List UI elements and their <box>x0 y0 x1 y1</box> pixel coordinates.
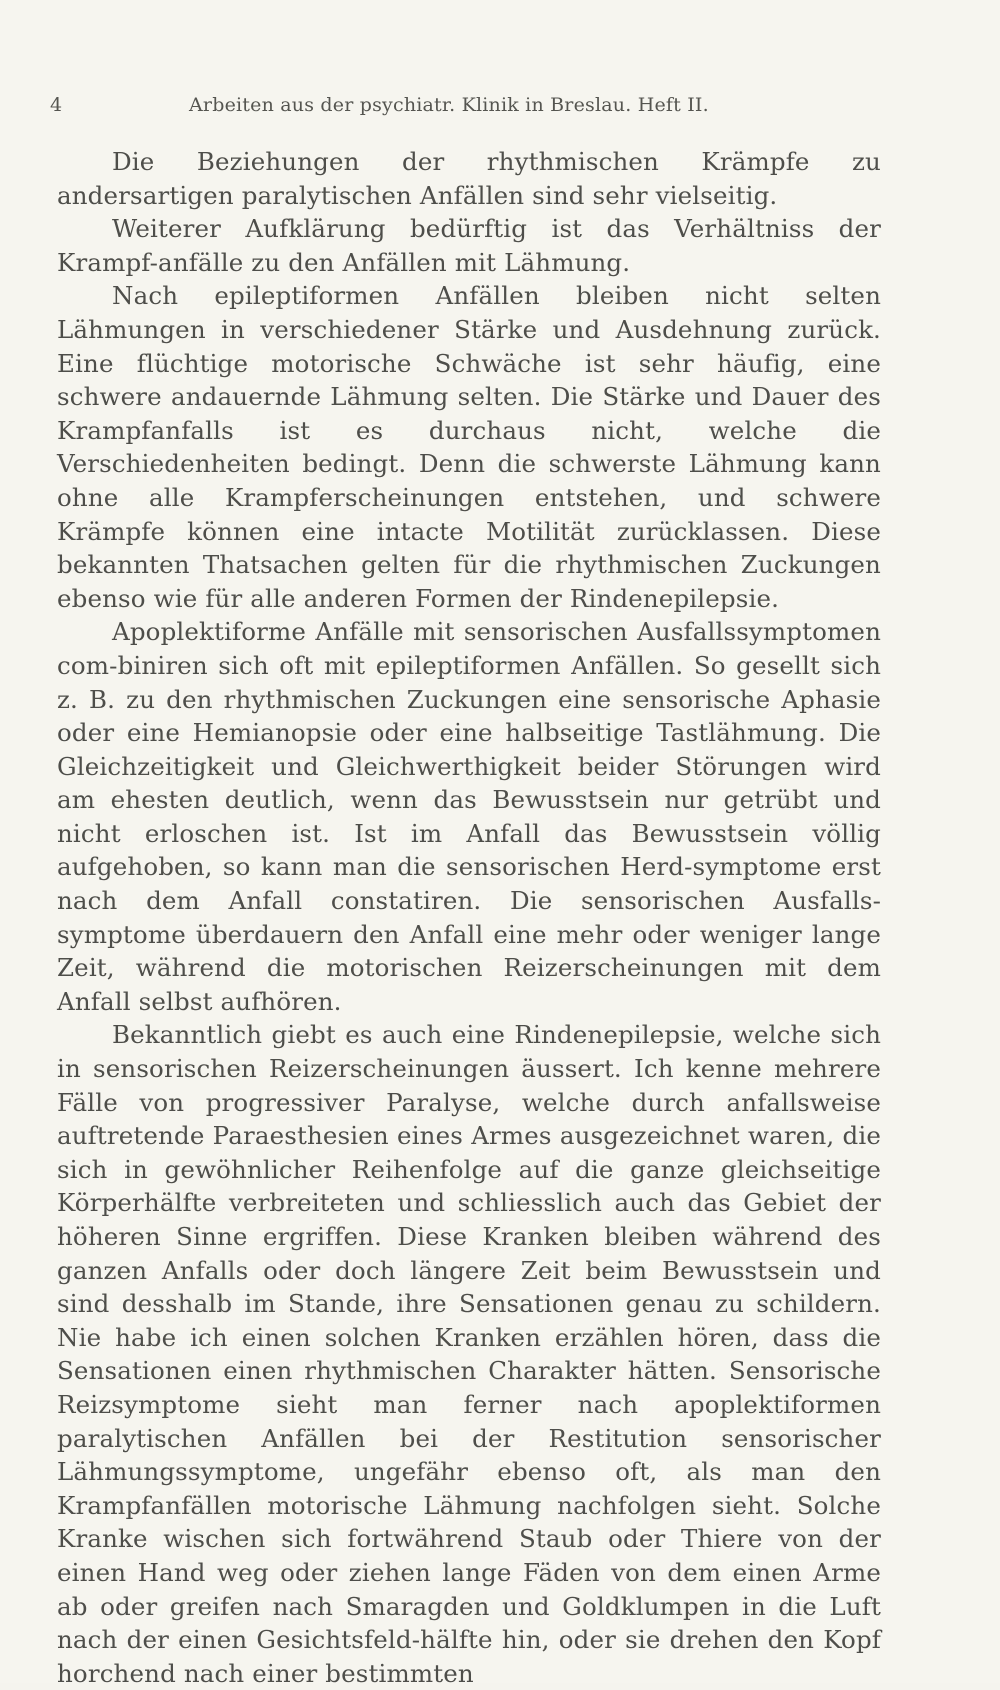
page-number: 4 <box>50 94 63 116</box>
running-head <box>50 94 750 128</box>
running-head-title: Arbeiten aus der psychiatr. Klinik in Breslau. Heft II. <box>189 94 709 116</box>
paragraph: Bekanntlich giebt es auch eine Rindenepilepsie, welche sich in sensorischen Reizerscheinungen äussert. Ich kenne mehrere Fälle von progressiver Paralyse, welche durch anfallsweise auftretende Paraesthesien eines Armes ausgezeichnet waren, die sich in gewöhnlicher Reihenfolge auf die ganze gleichseitige Körperhälfte verbreiteten und schliesslich auch das Gebiet der höheren Sinne ergriffen. Diese Kranken bleiben während des ganzen Anfalls oder doch längere Zeit beim Bewusstsein und sind desshalb im Stande, ihre Sensationen genau zu schildern. Nie habe ich einen solchen Kranken erzählen hören, dass die Sensationen einen rhythmischen Charakter hätten. Sensorische Reizsymptome sieht man ferner nach apoplektiformen paralytischen Anfällen bei der Restitution sensorischer Lähmungssymptome, ungefähr ebenso oft, als man den Krampfanfällen motorische Lähmung nachfolgen sieht. Solche Kranke wischen sich fortwährend Staub oder Thiere von der einen Hand weg oder ziehen lange Fäden von dem einen Arme ab oder greifen nach Smaragden und Goldklumpen in die Luft nach der einen Gesichtsfeld-hälfte hin, oder sie drehen den Kopf horchend nach einer bestimmten <box>57 1020 881 1688</box>
body-text <box>57 145 881 1690</box>
paragraph: Nach epileptiformen Anfällen bleiben nicht selten Lähmungen in verschiedener Stärke und Ausdehnung zurück. Eine flüchtige motorische Schwäche ist sehr häufig, eine schwere andauernde Lähmung selten. Die Stärke und Dauer des Krampfanfalls ist es durchaus nicht, welche die Verschiedenheiten bedingt. Denn die schwerste Lähmung kann ohne alle Krampferscheinungen entstehen, und schwere Krämpfe können eine intacte Motilität zurücklassen. Diese bekannten Thatsachen gelten für die rhythmischen Zuckungen ebenso wie für alle anderen Formen der Rindenepilepsie. <box>57 281 881 613</box>
paragraph: Weiterer Aufklärung bedürftig ist das Verhältniss der Krampf-anfälle zu den Anfällen mit Lähmung. <box>57 214 881 277</box>
paragraph: Apoplektiforme Anfälle mit sensorischen Ausfallssymptomen com-biniren sich oft mit epileptiformen Anfällen. So gesellt sich z. B. zu den rhythmischen Zuckungen eine sensorische Aphasie oder eine Hemianopsie oder eine halbseitige Tastlähmung. Die Gleichzeitigkeit und Gleichwerthigkeit beider Störungen wird am ehesten deutlich, wenn das Bewusstsein nur getrübt und nicht erloschen ist. Ist im Anfall das Bewusstsein völlig aufgehoben, so kann man die sensorischen Herd-symptome erst nach dem Anfall constatiren. Die sensorischen Ausfalls-symptome überdauern den Anfall eine mehr oder weniger lange Zeit, während die motorischen Reizerscheinungen mit dem Anfall selbst aufhören. <box>57 617 881 1016</box>
paragraph: Die Beziehungen der rhythmischen Krämpfe zu andersartigen paralytischen Anfällen sind sehr vielseitig. <box>57 147 881 210</box>
